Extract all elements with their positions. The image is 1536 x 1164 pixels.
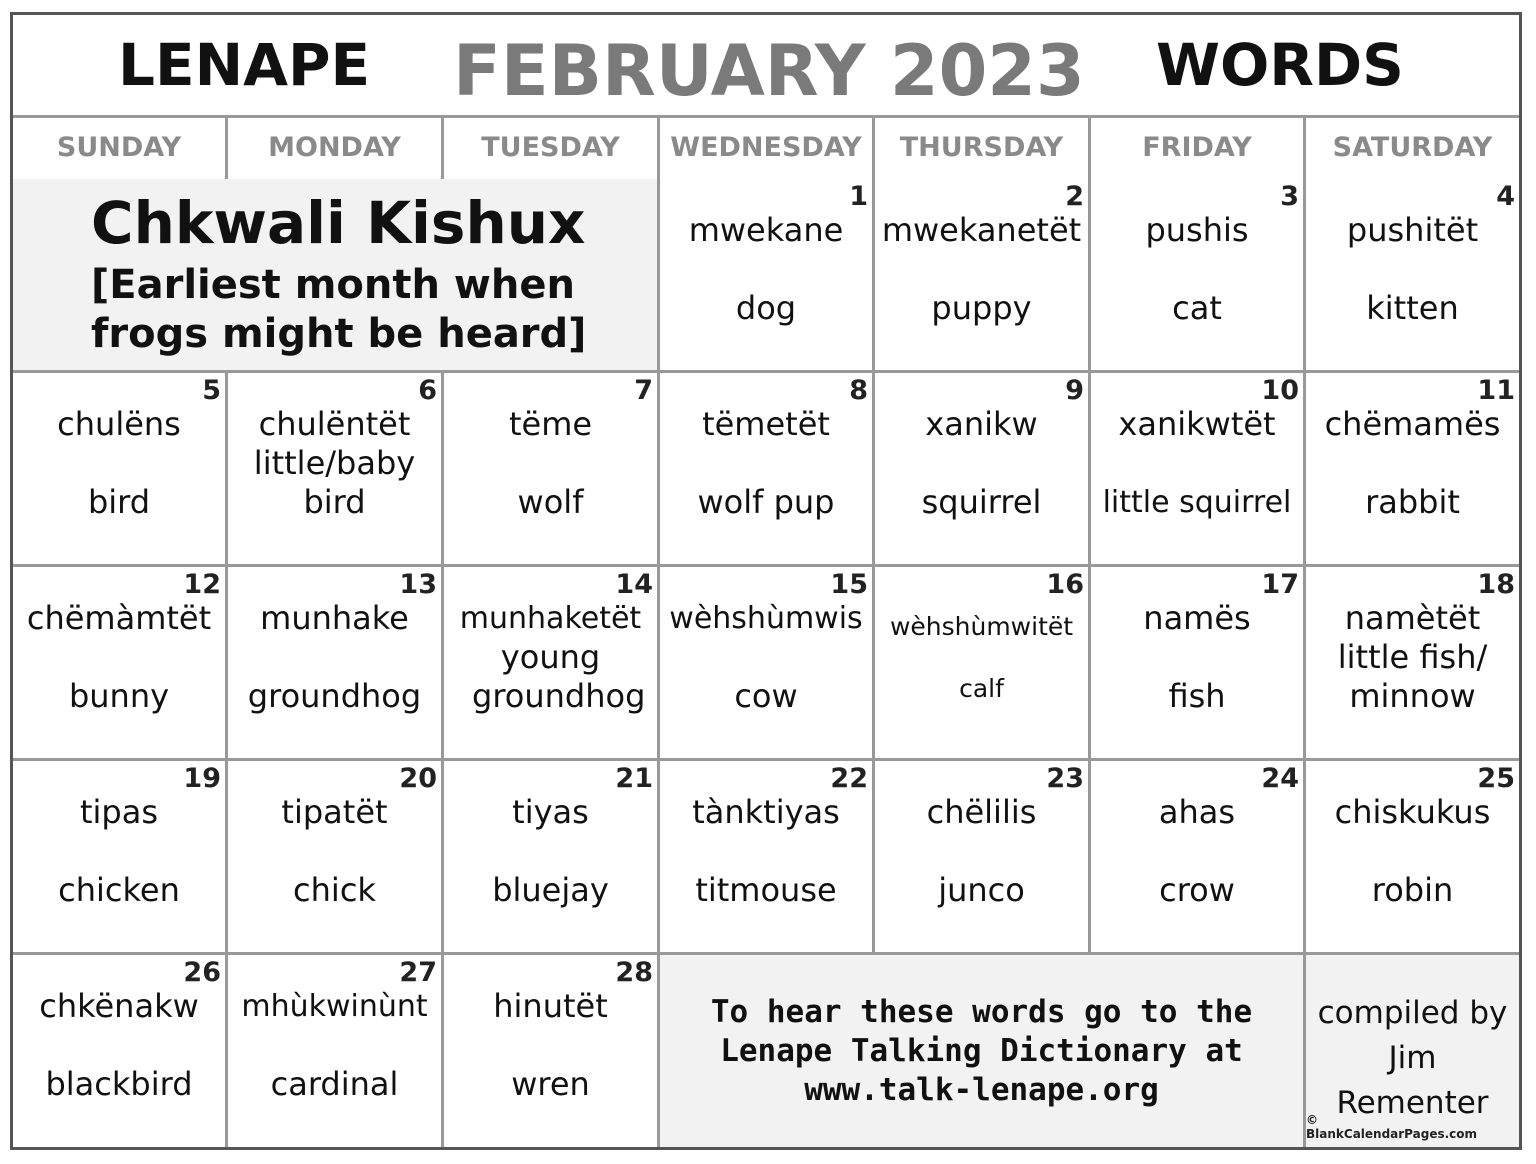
lenape-word: munhaketët [459, 601, 642, 636]
day-number: 3 [1280, 181, 1299, 212]
english-word: chicken [58, 871, 180, 909]
english-word: groundhog [247, 677, 422, 715]
day-cell [13, 373, 228, 567]
day-cell [228, 373, 444, 567]
day-cell [444, 761, 660, 955]
title-lenape: LENAPE [118, 31, 371, 99]
english-word: wolf [517, 483, 584, 521]
day-cell [1091, 373, 1306, 567]
weekday-wednesday: WEDNESDAY [660, 115, 875, 179]
month-name-lenape: Chkwali Kishux [91, 189, 586, 257]
day-cell [444, 373, 660, 567]
title-words: WORDS [1156, 31, 1404, 99]
day-cell [1306, 373, 1519, 567]
calendar-frame [10, 12, 1522, 1150]
english-word: puppy [931, 289, 1032, 327]
dictionary-info-text: To hear these words go to the Lenape Talking Dictionary at www.talk-lenape.org [710, 994, 1253, 1108]
weekday-sunday: SUNDAY [13, 115, 228, 179]
day-number: 22 [830, 763, 868, 794]
lenape-word: mhùkwinùnt [241, 989, 428, 1024]
english-word: crow [1159, 871, 1235, 909]
day-cell [875, 761, 1091, 955]
weekday-tuesday: TUESDAY [444, 115, 660, 179]
day-number: 9 [1065, 375, 1084, 406]
copyright-text: © BlankCalendarPages.com [1306, 1113, 1478, 1141]
weekday-header-row [13, 115, 1519, 182]
day-number: 26 [183, 957, 221, 988]
credit-text: compiled by Jim Rementer [1317, 995, 1508, 1121]
day-cell [875, 179, 1091, 373]
day-number: 15 [830, 569, 868, 600]
day-number: 1 [849, 181, 868, 212]
day-number: 5 [202, 375, 221, 406]
day-number: 21 [615, 763, 653, 794]
day-number: 4 [1496, 181, 1515, 212]
lenape-word: chëmamës [1324, 405, 1501, 443]
lenape-word: hinutët [493, 987, 608, 1025]
english-word: little squirrel [1102, 485, 1292, 520]
day-cell [228, 761, 444, 955]
day-cell [13, 567, 228, 761]
month-name-panel [13, 179, 660, 373]
lenape-word: ahas [1158, 793, 1236, 831]
day-cell [444, 567, 660, 761]
lenape-word: tipas [79, 793, 159, 831]
english-word: fish [1168, 677, 1226, 715]
english-word: dog [735, 289, 797, 327]
title-month-year: FEBRUARY 2023 [453, 30, 1085, 112]
lenape-word: chulëntët [258, 405, 411, 443]
english-word: chick [293, 871, 376, 909]
day-cell [1091, 179, 1306, 373]
english-word: blackbird [45, 1065, 193, 1103]
day-number: 8 [849, 375, 868, 406]
lenape-word: chkënakw [39, 987, 199, 1025]
english-word: cat [1172, 289, 1222, 327]
english-word: junco [938, 871, 1025, 909]
credit-box [1306, 955, 1519, 1147]
english-word: kitten [1366, 289, 1459, 327]
lenape-word: pushitët [1346, 211, 1479, 249]
lenape-word: wèhshùmwis [669, 601, 863, 636]
english-word: squirrel [921, 483, 1042, 521]
dictionary-info-box [660, 955, 1306, 1147]
day-cell [660, 567, 875, 761]
lenape-word: namës [1143, 599, 1251, 637]
english-word: rabbit [1365, 483, 1460, 521]
day-number: 2 [1065, 181, 1084, 212]
english-word: young groundhog [472, 638, 646, 715]
day-number: 17 [1261, 569, 1299, 600]
english-word: robin [1371, 871, 1454, 909]
english-word: little/baby bird [253, 444, 416, 521]
day-cell [13, 955, 228, 1147]
day-cell [13, 761, 228, 955]
title-row [13, 15, 1519, 118]
day-cell [1091, 567, 1306, 761]
day-cell [875, 373, 1091, 567]
english-word: little fish/ minnow [1337, 638, 1488, 715]
english-word: calf [959, 674, 1004, 703]
day-cell [660, 179, 875, 373]
lenape-word: wèhshùmwitët [889, 612, 1074, 641]
day-number: 18 [1477, 569, 1515, 600]
day-cell [660, 373, 875, 567]
english-word: wolf pup [697, 483, 835, 521]
lenape-word: chiskukus [1334, 793, 1491, 831]
day-number: 19 [183, 763, 221, 794]
lenape-word: tëme [508, 405, 593, 443]
day-number: 16 [1046, 569, 1084, 600]
day-number: 10 [1261, 375, 1299, 406]
english-word: titmouse [695, 871, 837, 909]
english-word: wren [511, 1065, 590, 1103]
day-number: 25 [1477, 763, 1515, 794]
lenape-word: xanikwtët [1118, 405, 1276, 443]
day-number: 6 [418, 375, 437, 406]
day-cell [875, 567, 1091, 761]
weekday-saturday: SATURDAY [1332, 132, 1493, 163]
lenape-word: chëmàmtët [26, 599, 212, 637]
day-number: 24 [1261, 763, 1299, 794]
weekday-monday: MONDAY [228, 115, 444, 179]
day-cell [1091, 761, 1306, 955]
lenape-word: tiyas [512, 793, 589, 831]
english-word: bunny [68, 677, 170, 715]
day-number: 20 [399, 763, 437, 794]
day-number: 7 [634, 375, 653, 406]
lenape-word: tipatët [281, 793, 388, 831]
day-cell [1306, 761, 1519, 955]
lenape-word: tëmetët [702, 405, 830, 443]
lenape-word: mwekanetët [881, 211, 1082, 249]
lenape-word: xanikw [925, 405, 1038, 443]
lenape-word: chulëns [57, 405, 181, 443]
day-number: 12 [183, 569, 221, 600]
english-word: bird [87, 483, 151, 521]
day-cell [1306, 567, 1519, 761]
day-cell [228, 567, 444, 761]
weekday-thursday: THURSDAY [875, 115, 1091, 179]
month-name-meaning: [Earliest month when frogs might be heard] [91, 262, 587, 357]
lenape-word: pushis [1145, 211, 1249, 249]
day-cell [1306, 179, 1519, 373]
calendar-grid [13, 179, 1519, 1147]
day-number: 13 [399, 569, 437, 600]
day-number: 14 [615, 569, 653, 600]
lenape-word: chëlilis [926, 793, 1037, 831]
lenape-word: namètët [1344, 599, 1481, 637]
day-number: 11 [1477, 375, 1515, 406]
weekday-friday: FRIDAY [1091, 115, 1306, 179]
english-word: cardinal [270, 1065, 399, 1103]
day-cell [228, 955, 444, 1147]
day-cell [660, 761, 875, 955]
english-word: cow [734, 677, 798, 715]
day-number: 28 [615, 957, 653, 988]
day-number: 23 [1046, 763, 1084, 794]
day-number: 27 [399, 957, 437, 988]
english-word: bluejay [492, 871, 609, 909]
lenape-word: tànktiyas [692, 793, 840, 831]
day-cell [444, 955, 660, 1147]
lenape-word: munhake [260, 599, 409, 637]
lenape-word: mwekane [688, 211, 844, 249]
